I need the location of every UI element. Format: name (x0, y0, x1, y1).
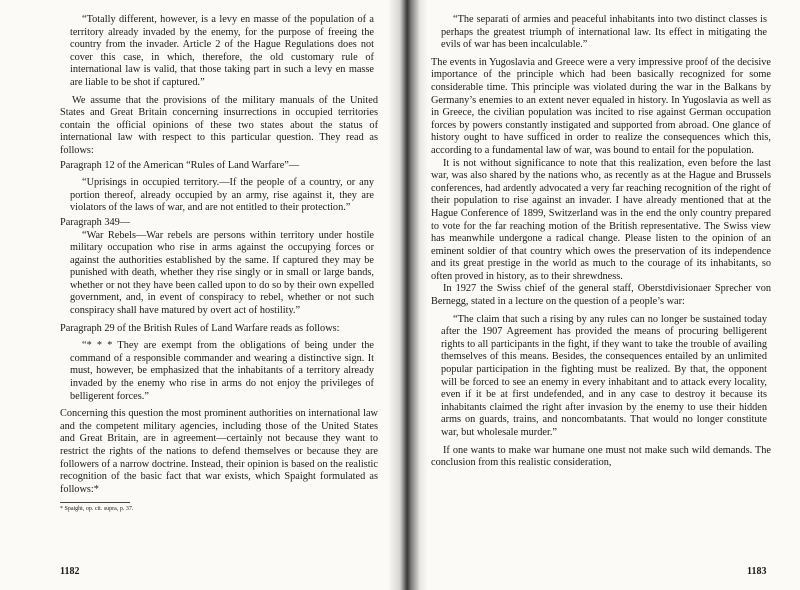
paragraph-349-heading: Paragraph 349— (60, 216, 131, 228)
paragraph-separation-quote: “The separati of armies and peaceful inhabitants into two distinct classes is perhaps the greatest triumph of international law. Its effect in mitigating the evils of war has been incalculable.” (441, 14, 767, 51)
footnote-rule (60, 502, 130, 503)
paragraph-hague-levy-quote: “Totally different, however, is a levy en masse of the population of a territory already invaded by the enemy, for the purpose of freeing the country from the invader. Article 2 of the Hague Regulations does not cover this case, in which, therefore, the old customary rule of international law is valid, that those taking part in such a levy en masse are liable to be shot if captured.” (70, 14, 374, 88)
paragraph-american-rules-heading: Paragraph 12 of the American “Rules of Land Warfare”— (60, 159, 300, 171)
paragraph-swiss-chief: In 1927 the Swiss chief of the general staff, Oberstdivisionaer Sprecher von Bernegg, stated in a lecture on the question of a people’s war: (431, 283, 771, 308)
paragraph-military-manuals: We assume that the provisions of the military manuals of the United States and Great Britain concerning insurrections in occupied territories contain the official opinions of these two states about the status of international law with respect to this particular question. They read as follows: (60, 94, 378, 156)
left-page-text-column (60, 14, 378, 513)
page-number-left: 1182 (60, 566, 80, 577)
paragraph-realization: It is not without significance to note that this realization, even before the last war, was also shared by the nations who, as recently as at the Hague and Brussels conferences, had ardently advocated a very far reaching recognition of the right of their population to rise against an invader. I have already mentioned that at the Hague Conference of 1899, Switzerland was in the end the only country prepared to vote for the far reaching motion of the British representative. The Swiss view has meanwhile undergone a radical change. Please listen to the opinion of an eminent soldier of that country which owes the preservation of its independence and its great prestige in the world as much to the courage of its inhabitants, so often proved in history, as to their shrewdness. (431, 157, 771, 282)
page-number-right: 1183 (747, 566, 767, 577)
paragraph-yugoslavia-greece: The events in Yugoslavia and Greece were a very impressive proof of the decisive importance of the principle which had been basically recognized for some considerable time. This principle was violated during the war in the Balkans by Germany’s enemies to an extent never equaled in history. In Yugoslavia as well as in Greece, the civilian population was incited to rise against German occupation forces by powers constantly instigated and supported from abroad. One glance of history ought to have sufficed in order to realize the consequences which this, according to a fundamental law of war, was bound to entail for the population. (431, 56, 771, 156)
paragraph-war-rebels-quote: “War Rebels—War rebels are persons within territory under hostile military occupation who rise in arms against the occupying forces or against the authorities established by the same. If captured they may be punished with death, whether they rise singly or in small or large bands, whether or not they have been called upon to do so by their own expelled government, and, in event of conspiracy to rebel, whether or not such conspiracy shall have matured by overt act of hostility.” (70, 229, 374, 317)
paragraph-uprisings-quote: “Uprisings in occupied territory.—If the people of a country, or any portion thereof, already occupied by an army, rise against it, they are violators of the laws of war, and are not entitled to their protection.” (70, 177, 374, 214)
paragraph-british-rules-quote: “* * * They are exempt from the obligations of being under the command of a responsible commander and wearing a distinctive sign. It must, however, be emphasized that the inhabitants of a territory already invaded by the enemy who rise in arms do not enjoy the privileges of belligerent forces.” (70, 340, 374, 402)
left-page (0, 0, 399, 590)
paragraph-sprecher-quote: “The claim that such a rising by any rules can no longer be sustained today after the 1907 Agreement has provided the means of procuring belligerent rights to all participants in the fight, if they want to take the trouble of availing themselves of this means. Besides, the consequences entailed by an unlimited popular participation in the fighting must be realized. By that, the opponent will be forced to see an enemy in every inhabitant and to attack every locality, even if it be at first undefended, and in any case to destroy it because its inhabitants claimed the right after invasion by the enemy to use their hidden arms on guards, trains, and noncombatants. That would no longer constitute war, but wholesale murder.” (441, 313, 767, 438)
right-page (401, 0, 800, 590)
paragraph-humane-war: If one wants to make war humane one must not make such wild demands. The conclusion from this realistic consideration, (431, 444, 771, 469)
paragraph-british-rules-intro: Paragraph 29 of the British Rules of Land Warfare reads as follows: (60, 322, 340, 334)
right-page-text-column (431, 14, 771, 470)
paragraph-prominent-authorities: Concerning this question the most prominent authorities on international law and the competent military agencies, including those of the United States and Great Britain, are in agreement—certainly not because they want to restrict the rights of the nations to defend themselves or because they are followers of a narrow doctrine. Instead, their opinion is based on the realistic recognition of the basic fact that war exists, which Spaight formulated as follows:* (60, 408, 378, 495)
footnote: * Spaight, op. cit. supra, p. 37. (60, 506, 134, 513)
